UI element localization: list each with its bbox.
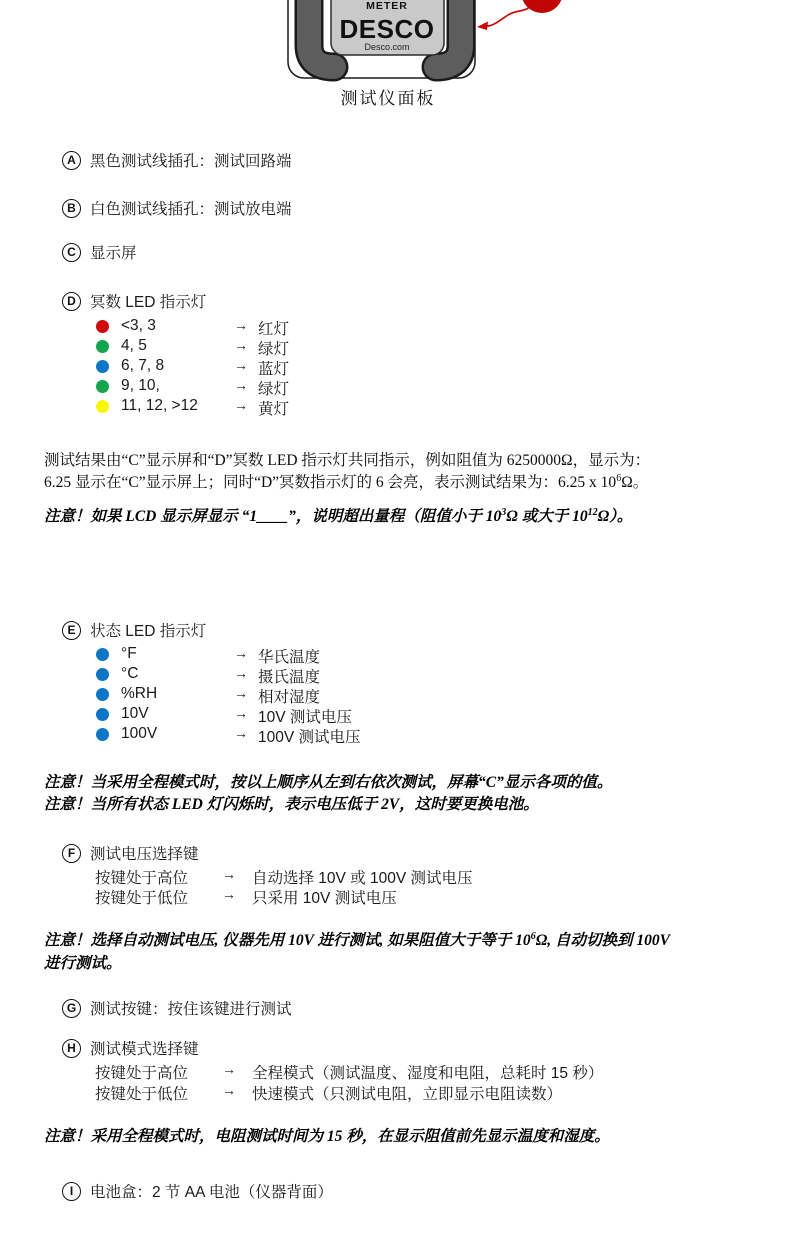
led-row (96, 685, 496, 705)
item-g (62, 997, 292, 1019)
item-a-label: 黑色测试线插孔：测试回路端 (90, 153, 292, 170)
green-led-dot (96, 340, 109, 353)
arrow-icon: → (222, 866, 236, 882)
illustration-caption: 测试仪面板 (340, 89, 436, 108)
arrow-icon: → (234, 357, 248, 373)
item-c-label: 显示屏 (90, 245, 137, 262)
result-paragraph-line1: 测试结果由“C”显示屏和“D”冥数 LED 指示灯共同指示，例如阻值为 6250000Ω，显示为： (44, 452, 651, 469)
note-range-mid2: Ω 或大于 10 (506, 508, 588, 525)
blue-led-dot (96, 360, 109, 373)
key-position-desc: 自动选择 10V 或 100V 测试电压 (252, 870, 473, 887)
led-range-label: 11, 12, >12 (121, 397, 198, 414)
brand-logo-text: DESCO (339, 14, 435, 44)
arrow-icon: → (234, 705, 248, 721)
item-f (62, 842, 199, 864)
led-color-desc: 绿灯 (258, 341, 290, 358)
led-range-label: 9, 10, (121, 377, 160, 394)
letter-badge-c: C (62, 243, 81, 262)
key-position-desc: 只采用 10V 测试电压 (252, 890, 397, 907)
blue-led-dot (96, 708, 109, 721)
led-color-desc: 红灯 (258, 321, 290, 338)
led-row (96, 665, 496, 685)
letter-badge-b: B (62, 199, 81, 218)
note-voltage-exponent: 6 (530, 930, 536, 942)
item-e (62, 619, 206, 641)
key-position-label: 按键处于高位 (95, 1065, 189, 1082)
result-line2-end: Ω。 (621, 473, 649, 491)
note-range-end: Ω）。 (597, 508, 633, 525)
note-voltage-end: Ω, 自动切换到 100V (535, 932, 670, 949)
led-color-desc: 黄灯 (258, 401, 290, 418)
item-e-label: 状态 LED 指示灯 (90, 623, 207, 640)
led-row (96, 337, 426, 357)
arrow-icon: → (234, 317, 248, 333)
led-row (96, 645, 496, 665)
key-row (95, 866, 695, 886)
letter-badge-i: I (62, 1182, 81, 1201)
item-i-label: 电池盒：2 节 AA 电池（仪器背面） (90, 1184, 333, 1201)
blue-led-dot (96, 668, 109, 681)
result-paragraph-line2 (44, 472, 760, 494)
key-position-label: 按键处于低位 (95, 890, 189, 907)
led-row (96, 357, 426, 377)
note-range-blank: ____ (257, 508, 289, 525)
item-b-label: 白色测试线插孔：测试放电端 (90, 201, 292, 218)
red-led-dot (96, 320, 109, 333)
letter-badge-f: F (62, 844, 81, 863)
red-circle-callout (521, 0, 563, 13)
arrow-icon: → (234, 645, 248, 661)
e-led-list (96, 645, 496, 745)
note-over-range (44, 506, 760, 528)
key-row (95, 1061, 695, 1082)
item-b (62, 197, 292, 219)
led-row (96, 397, 426, 417)
status-desc: 100V 测试电压 (258, 729, 361, 746)
note-range-sup-low: 3 (501, 506, 507, 518)
note-full-mode: 注意！采用全程模式时，电阻测试时间为 15 秒，在显示阻值前先显示温度和湿度。 (44, 1128, 610, 1145)
note-mode-line2: 注意！当所有状态 LED 灯闪烁时，表示电压低于 2V，这时要更换电池。 (44, 796, 539, 813)
status-desc: 摄氏温度 (258, 669, 321, 686)
note-range-pre: 注意！如果 LCD 显示屏显示 “1 (44, 508, 258, 525)
blue-led-dot (96, 728, 109, 741)
status-label: °C (121, 665, 139, 682)
key-row (95, 1082, 695, 1103)
key-position-label: 按键处于低位 (95, 1086, 189, 1103)
blue-led-dot (96, 648, 109, 661)
letter-badge-h: H (62, 1039, 81, 1058)
blue-led-dot (96, 688, 109, 701)
arrow-icon: → (222, 1061, 236, 1077)
key-position-desc: 全程模式（测试温度、湿度和电阻，总耗时 15 秒） (252, 1065, 604, 1082)
item-h-label: 测试模式选择键 (90, 1041, 199, 1058)
status-label: °F (121, 645, 137, 662)
led-row (96, 725, 496, 745)
arrow-icon: → (222, 886, 236, 902)
item-a (62, 149, 292, 171)
note-voltage-line2: 进行测试。 (44, 955, 122, 972)
arrow-icon: → (234, 685, 248, 701)
arrow-icon: → (222, 1082, 236, 1098)
item-d-label: 冥数 LED 指示灯 (90, 294, 207, 311)
callout-arrow-line (485, 3, 531, 26)
letter-badge-d: D (62, 292, 81, 311)
letter-badge-g: G (62, 999, 81, 1018)
arrow-icon: → (234, 397, 248, 413)
key-position-desc: 快速模式（只测试电阻，立即显示电阻读数） (252, 1086, 563, 1103)
status-label: 100V (121, 725, 158, 742)
arrow-icon: → (234, 337, 248, 353)
note-voltage-text: 注意！选择自动测试电压, 仪器先用 10V 进行测试, 如果阻值大于等于 10 (44, 932, 531, 949)
note-range-sup-high: 12 (587, 506, 598, 518)
item-g-label: 测试按键：按住该键进行测试 (90, 1001, 292, 1018)
led-color-desc: 蓝灯 (258, 361, 290, 378)
led-range-label: 6, 7, 8 (121, 357, 165, 374)
note-auto-voltage (44, 929, 760, 975)
callout-arrow-head (477, 22, 488, 31)
led-color-desc: 绿灯 (258, 381, 290, 398)
led-range-label: 4, 5 (121, 337, 147, 354)
key-position-label: 按键处于高位 (95, 870, 189, 887)
note-range-mid: ”，说明超出量程（阻值小于 10 (288, 508, 502, 525)
green-led-dot (96, 380, 109, 393)
h-key-list (95, 1061, 695, 1103)
status-desc: 10V 测试电压 (258, 709, 352, 726)
led-range-label: <3, 3 (121, 317, 156, 334)
item-f-label: 测试电压选择键 (90, 846, 199, 863)
note-mode-battery (44, 772, 760, 816)
status-label: 10V (121, 705, 149, 722)
note-voltage-line1 (44, 929, 760, 952)
result-exponent: 6 (616, 472, 622, 484)
letter-badge-e: E (62, 621, 81, 640)
note-mode-line1: 注意！当采用全程模式时，按以上顺序从左到右依次测试，屏幕“C”显示各项的值。 (44, 774, 613, 791)
arrow-icon: → (234, 725, 248, 741)
status-desc: 华氏温度 (258, 649, 321, 666)
item-h (62, 1037, 199, 1059)
status-desc: 相对湿度 (258, 689, 321, 706)
arrow-icon: → (234, 377, 248, 393)
led-row (96, 705, 496, 725)
item-c (62, 241, 137, 263)
led-row (96, 377, 426, 397)
meter-illustration (0, 0, 790, 84)
letter-badge-a: A (62, 151, 81, 170)
status-label: %RH (121, 685, 158, 702)
arrow-icon: → (234, 665, 248, 681)
item-d (62, 290, 206, 312)
result-paragraph (44, 450, 760, 493)
result-line2-text: 6.25 显示在“C”显示屏上；同时“D”冥数指示灯的 6 会亮，表示测试结果为：6.25 x 10 (44, 473, 617, 491)
meter-label-text: METER (366, 0, 408, 12)
brand-site-text: Desco.com (364, 42, 410, 52)
key-row (95, 886, 695, 906)
yellow-led-dot (96, 400, 109, 413)
d-led-list (96, 317, 426, 417)
led-row (96, 317, 426, 337)
f-key-list (95, 866, 695, 906)
item-i (62, 1180, 333, 1202)
